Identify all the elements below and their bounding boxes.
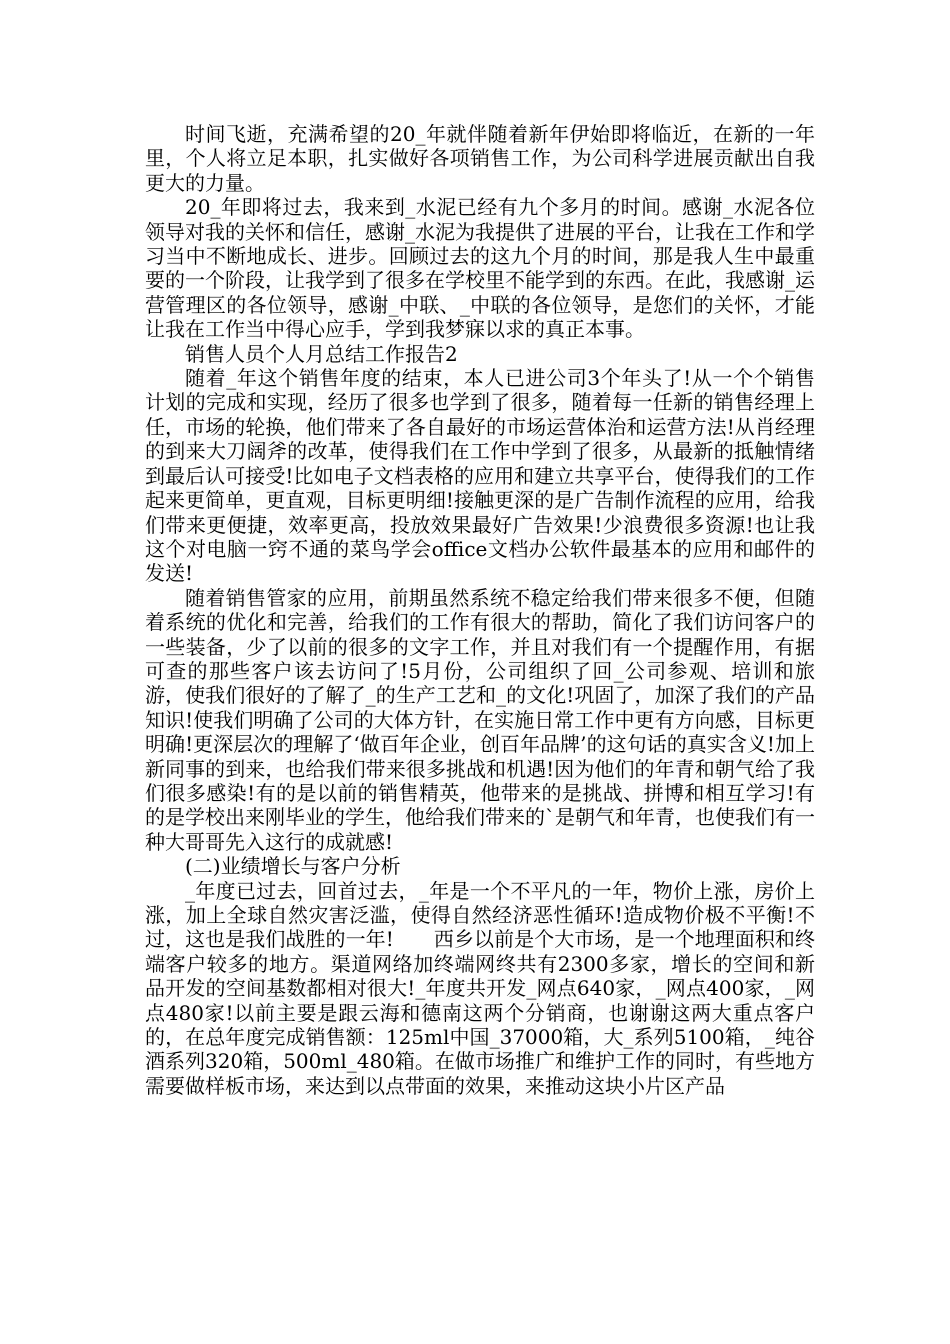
document-body	[145, 122, 815, 1098]
section-heading-growth: (二)业绩增长与客户分析	[185, 854, 401, 879]
section-heading-report-2: 销售人员个人月总结工作报告2	[185, 341, 458, 366]
paragraph-thanks: 20_年即将过去，我来到_水泥已经有九个多月的时间。感谢_水泥各位领导对我的关怀和信任，感谢_水泥为我提供了进展的平台，让我在工作和学习当中不断地成长、进步。回顾过去的这九个月的时间，那是我人生中最重要的一个阶段，让我学到了很多在学校里不能学到的东西。在此，我感谢_运营管理区的各位领导，感谢_中联、_中联的各位领导，是您们的关怀，才能让我在工作当中得心应手，学到我梦寐以求的真正本事。	[145, 195, 815, 342]
paragraph-sales-manager: 随着销售管家的应用，前期虽然系统不稳定给我们带来很多不便，但随着系统的优化和完善，给我们的工作有很大的帮助，简化了我们访问客户的一些装备，少了以前的很多的文字工作，并且对我们有一个提醒作用，有据可查的那些客户该去访问了!5月份，公司组织了回_公司参观、培训和旅游，使我们很好的了解了_的生产工艺和_的文化!巩固了，加深了我们的产品知识!使我们明确了公司的大体方针，在实施日常工作中更有方向感，目标更明确!更深层次的理解了‘做百年企业，创百年品牌’的这句话的真实含义!加上新同事的到来，也给我们带来很多挑战和机遇!因为他们的年青和朝气给了我们很多感染!有的是以前的销售精英，他带来的是挑战、拼博和相互学习!有的是学校出来刚毕业的学生，他给我们带来的`是朝气和年青，也使我们有一种大哥哥先入这行的成就感!	[145, 585, 815, 854]
paragraph-growth-analysis: _年度已过去，回首过去，_年是一个不平凡的一年，物价上涨，房价上涨，加上全球自然灾害泛滥，使得自然经济恶性循环!造成物价极不平衡!不过，这也是我们战胜的一年! 西乡以前是个大市场，是一个地理面积和终端客户较多的地方。渠道网络加终端网终共有2300多家，增长的空间和新品开发的空间基数都相对很大!_年度共开发_网点640家，_网点400家，_网点480家!以前主要是跟云海和德南这两个分销商，也谢谢这两大重点客户的，在总年度完成销售额：125ml中国_37000箱，大_系列5100箱，_纯谷酒系列320箱，500ml_480箱。在做市场推广和维护工作的同时，有些地方需要做样板市场，来达到以点带面的效果，来推动这块小片区产品	[145, 878, 815, 1098]
paragraph-intro: 时间飞逝，充满希望的20_年就伴随着新年伊始即将临近，在新的一年里，个人将立足本职，扎实做好各项销售工作，为公司科学进展贡献出自我更大的力量。	[145, 122, 815, 195]
paragraph-sales-year: 随着_年这个销售年度的结束，本人已进公司3个年头了!从一个个销售计划的完成和实现，经历了很多也学到了很多，随着每一任新的销售经理上任，市场的轮换，他们带来了各自最好的市场运营体治和运营方法!从肖经理的到来大刀阔斧的改革，使得我们在工作中学到了很多，从最新的抵触情绪到最后认可接受!比如电子文档表格的应用和建立共享平台，使得我们的工作起来更简单，更直观，目标更明细!接触更深的是广告制作流程的应用，给我们带来更便捷，效率更高，投放效果最好广告效果!少浪费很多资源!也让我这个对电脑一窍不通的菜鸟学会office文档办公软件最基本的应用和邮件的发送!	[145, 366, 815, 586]
